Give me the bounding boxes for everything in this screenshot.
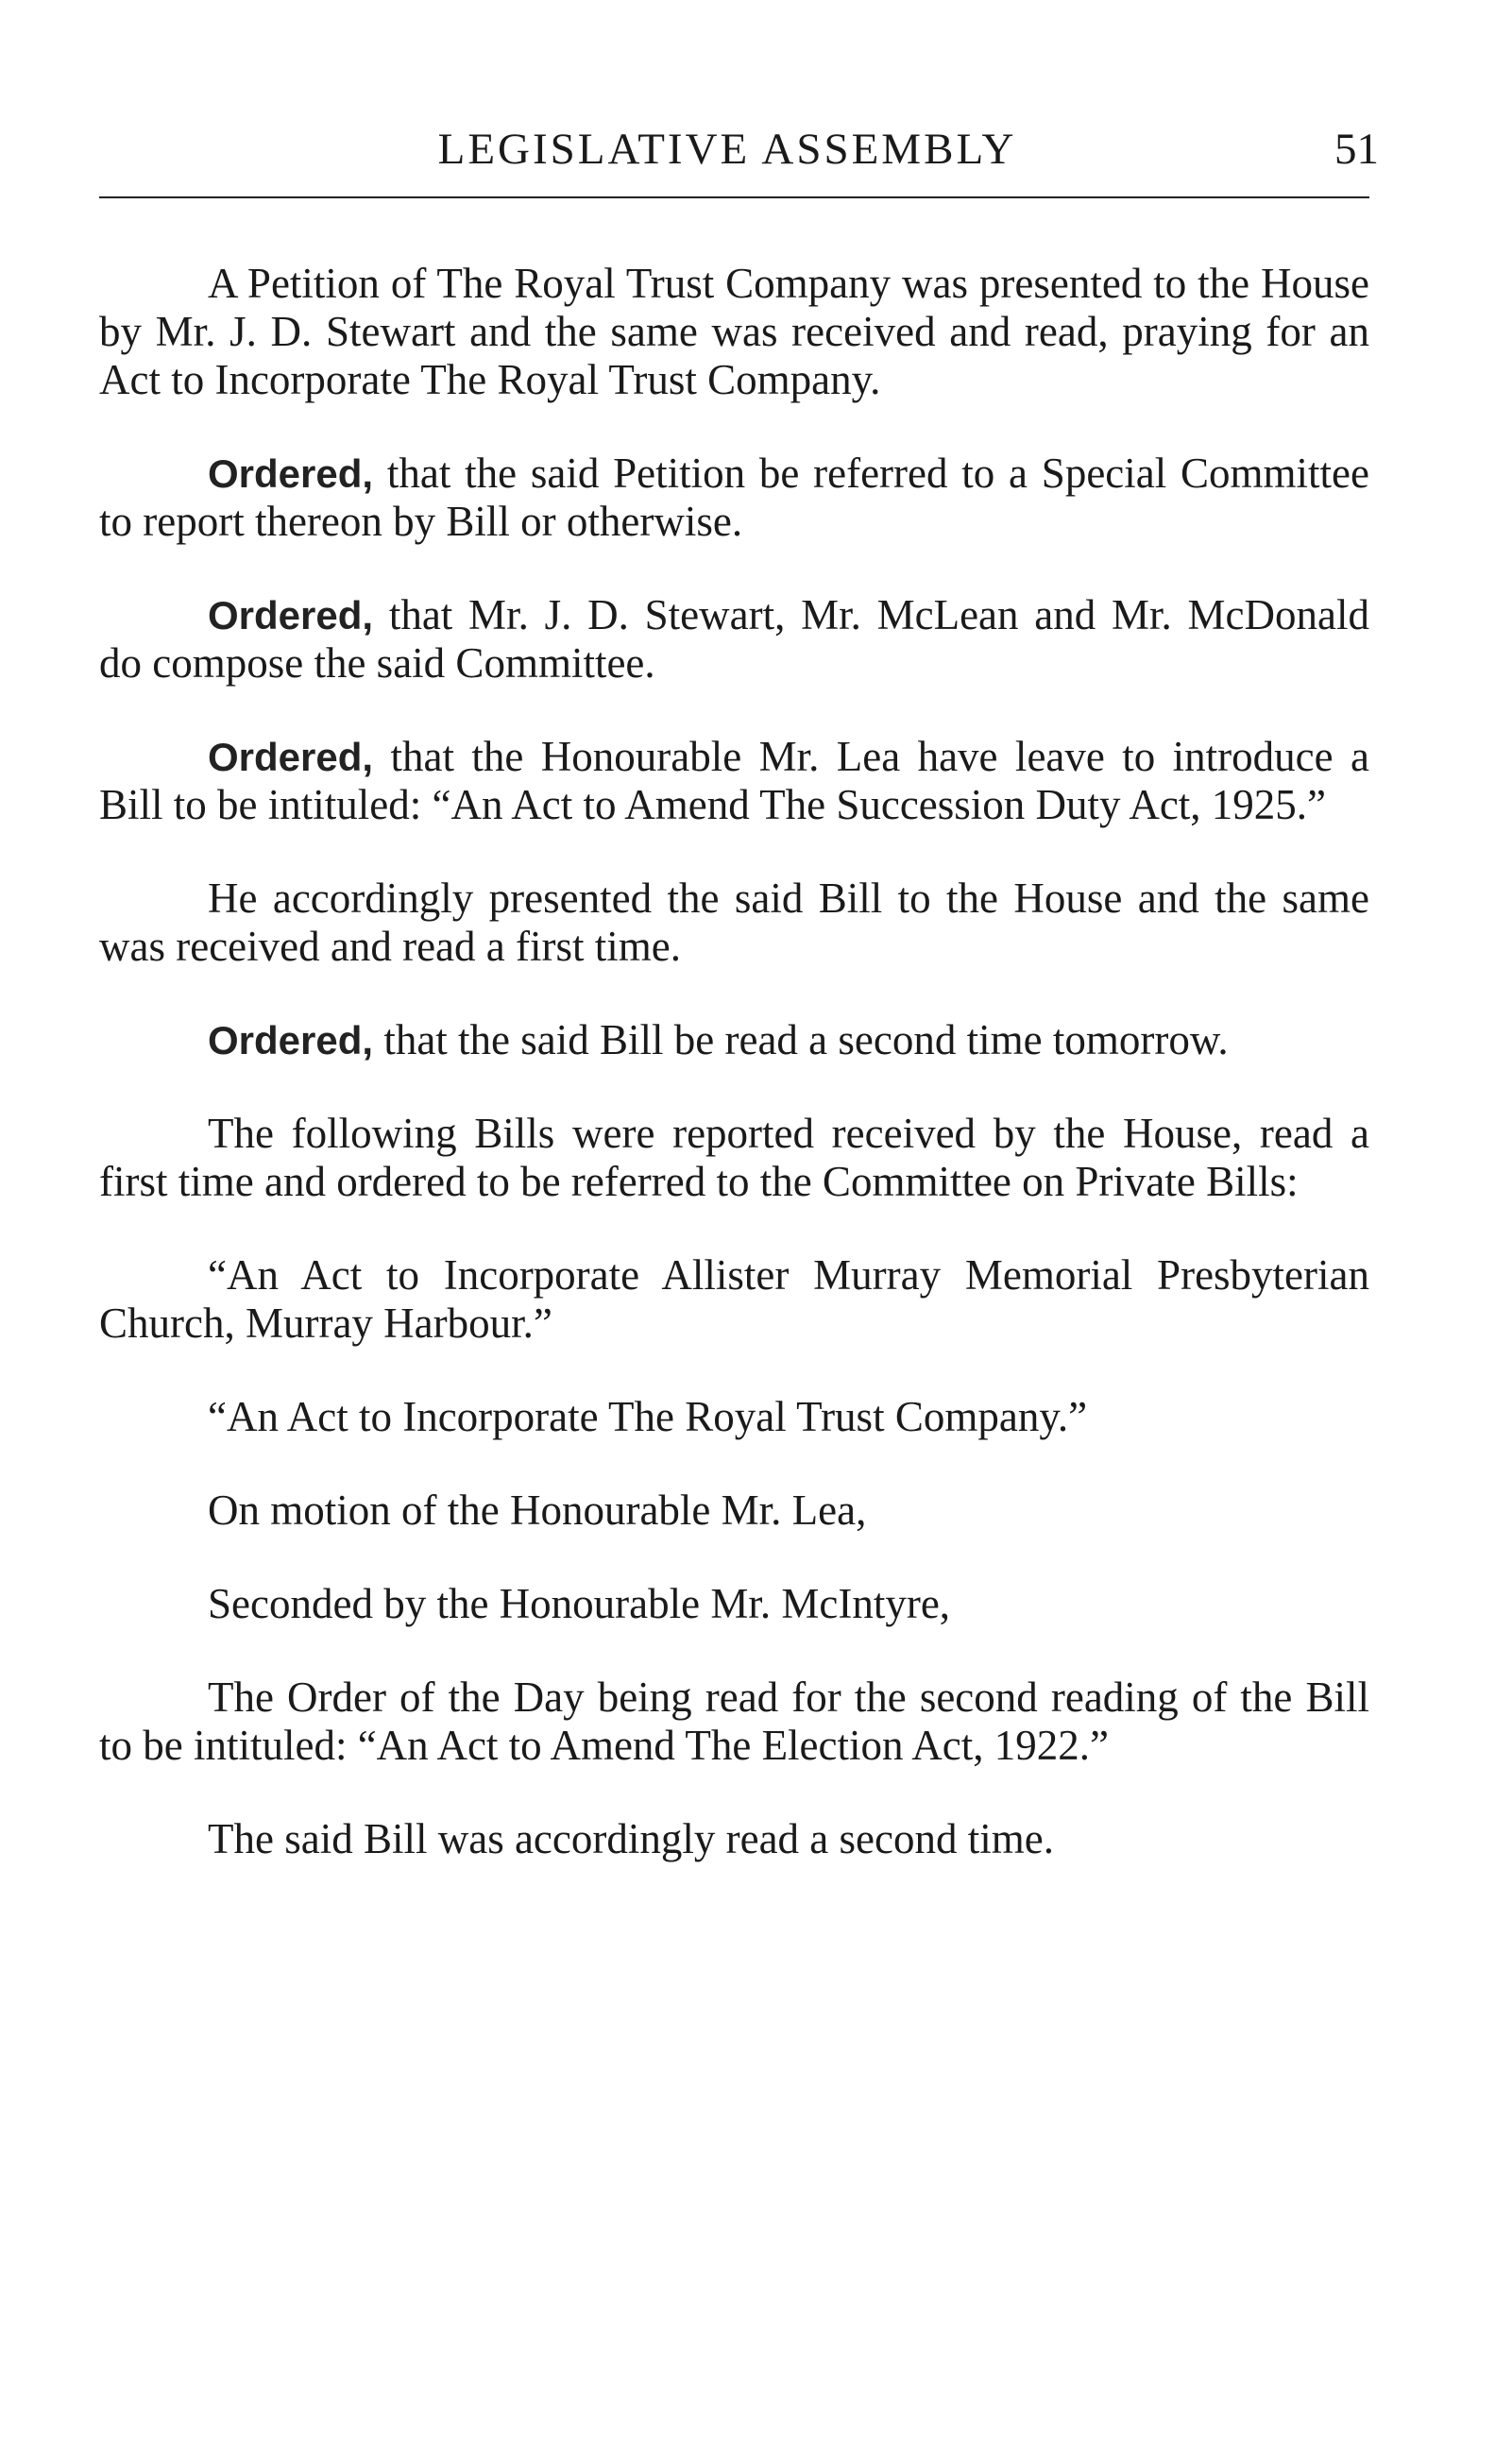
paragraph-second-reading-done	[99, 1815, 1369, 1863]
paragraph-text: A Petition of The Royal Trust Company was presented to the House by Mr. J. D. Stewart and the same was received and read, praying for an Act to Incorporate The Royal Trust Company.	[99, 260, 1369, 403]
running-head	[0, 121, 1512, 178]
running-title: LEGISLATIVE ASSEMBLY	[437, 125, 1017, 174]
paragraph-petition	[99, 260, 1369, 404]
paragraph-text: The said Bill was accordingly read a second time.	[208, 1815, 1054, 1862]
paragraph-text: Seconded by the Honourable Mr. McIntyre,	[208, 1580, 951, 1627]
ordered-lead: Ordered,	[208, 593, 374, 637]
ordered-lead: Ordered,	[208, 451, 374, 496]
paragraph-text: that the said Petition be referred to a Special Committee to report thereon by Bill or otherwise.	[99, 450, 1369, 545]
paragraph-motion	[99, 1487, 1369, 1535]
paragraph-text: that the said Bill be read a second time tomorrow.	[373, 1016, 1229, 1063]
ordered-lead: Ordered,	[208, 735, 374, 779]
paragraph-text: He accordingly presented the said Bill to the House and the same was received and read a first time.	[99, 875, 1369, 970]
paragraph-text: The Order of the Day being read for the second reading of the Bill to be intituled: “An Act to Amend The Election Act, 1922.”	[99, 1674, 1369, 1769]
page-number: 51	[1334, 125, 1379, 174]
paragraph-text: that the Honourable Mr. Lea have leave to introduce a Bill to be intituled: “An Act to Amend The Succession Duty Act, 1925.”	[99, 733, 1369, 828]
paragraph-order-of-day	[99, 1674, 1369, 1770]
paragraph-bill-trust	[99, 1393, 1369, 1441]
paragraph-text: On motion of the Honourable Mr. Lea,	[208, 1487, 867, 1534]
paragraph-bills-reported	[99, 1110, 1369, 1206]
paragraph-first-reading	[99, 875, 1369, 971]
paragraph-order-second-reading	[99, 1016, 1369, 1064]
header-rule	[99, 196, 1369, 198]
paragraph-order-committee-members	[99, 591, 1369, 688]
ordered-lead: Ordered,	[208, 1018, 374, 1062]
paragraph-text: The following Bills were reported received by the House, read a first time and ordered to be referred to the Committee on Private Bills:	[99, 1110, 1369, 1205]
paragraph-text: that Mr. J. D. Stewart, Mr. McLean and Mr. McDonald do compose the said Committee.	[99, 591, 1369, 687]
journal-body	[99, 260, 1369, 1909]
paragraph-order-leave-bill	[99, 733, 1369, 829]
paragraph-seconded	[99, 1580, 1369, 1628]
paragraph-text: “An Act to Incorporate The Royal Trust Company.”	[208, 1393, 1088, 1440]
paragraph-bill-church	[99, 1251, 1369, 1348]
paragraph-order-refer-committee	[99, 450, 1369, 546]
paragraph-text: “An Act to Incorporate Allister Murray Memorial Presbyterian Church, Murray Harbour.”	[99, 1251, 1369, 1347]
